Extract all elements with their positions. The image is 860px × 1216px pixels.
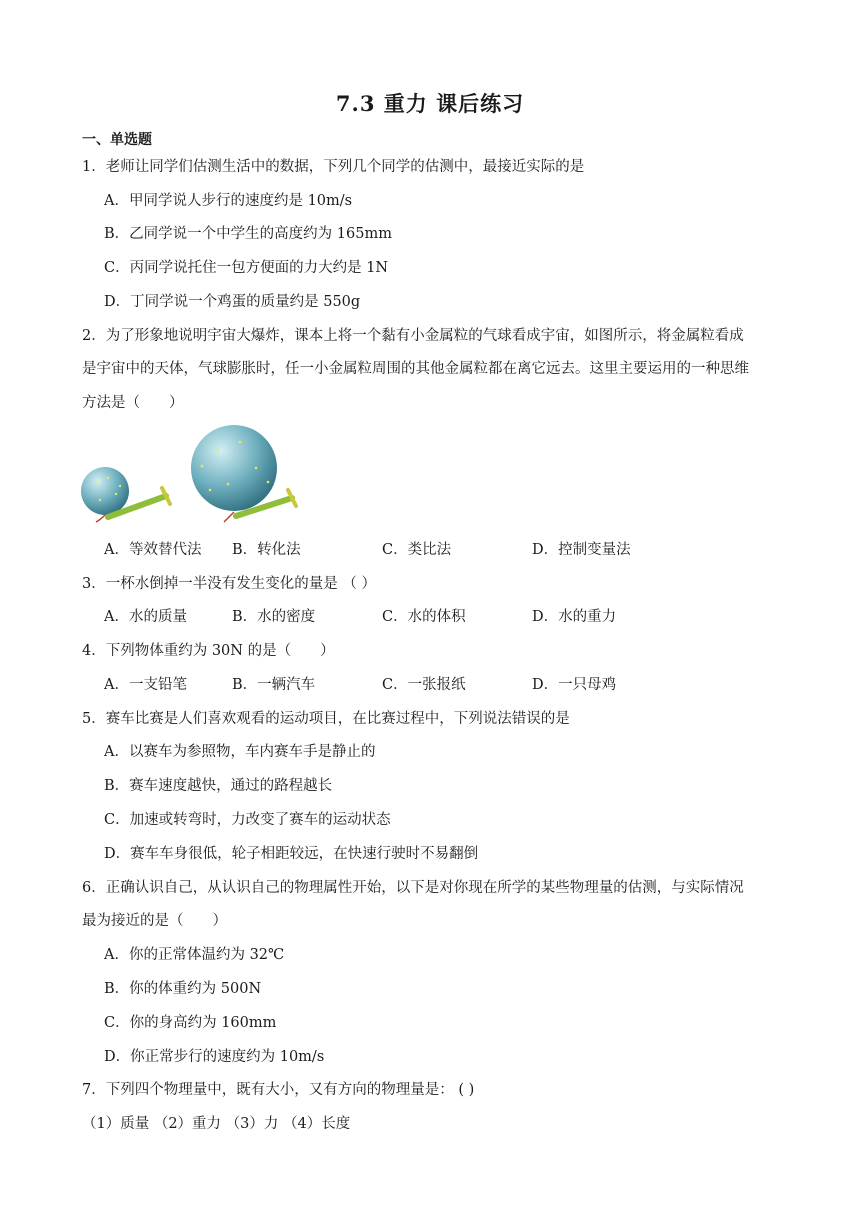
question-2-option-a[interactable]: A．等效替代法: [104, 542, 202, 558]
question-4-option-d[interactable]: D．一只母鸡: [532, 677, 617, 693]
question-6-option-d[interactable]: D．你正常步行的速度约为 10m/s: [104, 1049, 325, 1065]
question-6-option-c[interactable]: C．你的身高约为 160mm: [104, 1015, 277, 1031]
question-6-stem-line-1: 6．正确认识自己，从认识自己的物理属性开始，以下是对你现在所学的某些物理量的估测，与实际情况: [82, 880, 744, 896]
question-6-option-b[interactable]: B．你的体重约为 500N: [104, 981, 262, 997]
question-6-stem-line-2: 最为接近的是（ ）: [82, 913, 227, 929]
question-2-option-b[interactable]: B．转化法: [232, 542, 301, 558]
question-4-option-a[interactable]: A．一支铅笔: [104, 677, 187, 693]
section-heading: 一、单选题: [82, 132, 152, 148]
question-1-option-c[interactable]: C．丙同学说托住一包方便面的力大约是 1N: [104, 260, 389, 276]
question-5-option-a[interactable]: A．以赛车为参照物，车内赛车手是静止的: [104, 744, 376, 760]
question-2-stem-line-1: 2．为了形象地说明宇宙大爆炸，课本上将一个黏有小金属粒的气球看成宇宙，如图所示，将金属粒看成: [82, 328, 744, 344]
question-7-stem: 7．下列四个物理量中，既有大小，又有方向的物理量是： ( ): [82, 1082, 475, 1098]
question-3-option-c[interactable]: C．水的体积: [382, 609, 466, 625]
question-4-option-b[interactable]: B．一辆汽车: [232, 677, 316, 693]
question-4-option-c[interactable]: C．一张报纸: [382, 677, 466, 693]
question-5-option-c[interactable]: C．加速或转弯时，力改变了赛车的运动状态: [104, 812, 391, 828]
balloon-expansion-figure: [78, 420, 308, 532]
question-1-option-d[interactable]: D．丁同学说一个鸡蛋的质量约是 550g: [104, 294, 361, 310]
question-2-stem-line-2: 是宇宙中的天体，气球膨胀时，任一小金属粒周围的其他金属粒都在离它远去。这里主要运用的一种思维: [82, 361, 749, 377]
question-3-option-b[interactable]: B．水的密度: [232, 609, 316, 625]
question-7-items: （1）质量 （2）重力 （3）力 （4）长度: [82, 1116, 351, 1132]
question-6-option-a[interactable]: A．你的正常体温约为 32℃: [104, 947, 285, 963]
question-2-stem-line-3: 方法是（ ）: [82, 395, 184, 411]
question-1-stem: 1．老师让同学们估测生活中的数据，下列几个同学的估测中，最接近实际的是: [82, 159, 585, 175]
question-5-option-d[interactable]: D．赛车车身很低，轮子相距较远，在快速行驶时不易翻倒: [104, 846, 479, 862]
question-1-option-b[interactable]: B．乙同学说一个中学生的高度约为 165mm: [104, 226, 392, 242]
question-5-stem: 5．赛车比赛是人们喜欢观看的运动项目，在比赛过程中，下列说法错误的是: [82, 711, 570, 727]
question-3-option-d[interactable]: D．水的重力: [532, 609, 617, 625]
page-title: 7.3 重力 课后练习: [335, 91, 525, 116]
question-2-option-c[interactable]: C．类比法: [382, 542, 452, 558]
question-3-stem: 3．一杯水倒掉一半没有发生变化的量是 （ ）: [82, 576, 376, 592]
question-5-option-b[interactable]: B．赛车速度越快，通过的路程越长: [104, 778, 333, 794]
question-4-stem: 4．下列物体重约为 30N 的是（ ）: [82, 643, 335, 659]
question-2-option-d[interactable]: D．控制变量法: [532, 542, 631, 558]
question-3-option-a[interactable]: A．水的质量: [104, 609, 187, 625]
question-1-option-a[interactable]: A．甲同学说人步行的速度约是 10m/s: [104, 193, 353, 209]
